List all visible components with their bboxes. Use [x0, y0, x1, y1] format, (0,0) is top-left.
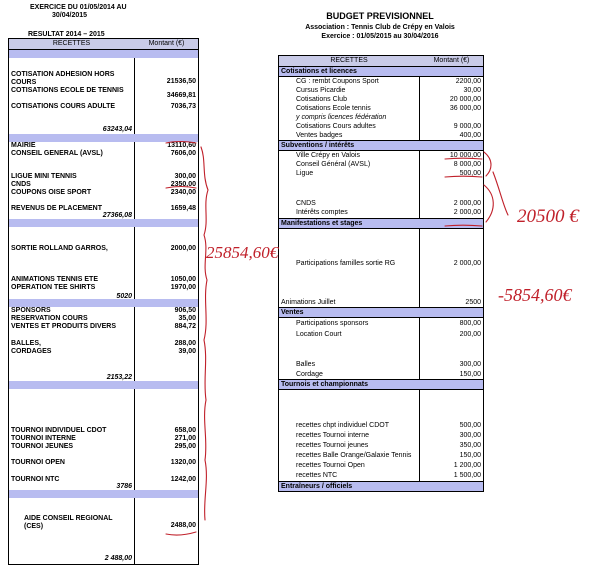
left-row-amount: 1242,00	[170, 476, 196, 483]
section-title: Manifestations et stages	[281, 220, 363, 227]
left-row-amount: 13110,60	[167, 142, 196, 149]
left-row-label: AIDE CONSEIL REGIONAL (CES)	[24, 515, 113, 530]
left-row-amount: 271,00	[174, 435, 196, 442]
left-row-amount: 2350,00	[170, 181, 196, 188]
right-row-amount: 9 000,00	[453, 123, 481, 130]
right-row-label: recettes Tournoi jeunes	[296, 442, 369, 449]
right-row-amount: 10 000,00	[449, 152, 481, 159]
left-row-amount: 7606,00	[170, 150, 196, 157]
left-row-amount: 906,50	[174, 307, 196, 314]
right-row-label: Animations Juillet	[281, 299, 336, 306]
left-subtotal: 2153,22	[106, 374, 132, 381]
left-row-amount: 35,00	[178, 315, 196, 322]
left-row-label: TOURNOI JEUNES	[11, 443, 74, 450]
left-row-amount: 1050,00	[170, 276, 196, 283]
left-row-label: CONSEIL GENERAL (AVSL)	[11, 150, 103, 157]
handwritten-right-total: 20500 €	[517, 206, 579, 227]
right-col-montant: Montant (€)	[433, 57, 470, 64]
left-row-label: COTISATION ADHESION HORS COURS	[11, 71, 115, 86]
section-title: Subventions / intérêts	[281, 142, 355, 149]
right-row-label: recettes NTC	[296, 472, 338, 479]
right-row-amount: 30,00	[463, 87, 481, 94]
right-row-amount: 150,00	[459, 452, 481, 459]
right-row-label: Cotisations Cours adultes	[296, 123, 376, 130]
left-row-label: SPONSORS	[11, 307, 51, 314]
left-result-title: RESULTAT 2014 – 2015	[28, 31, 105, 38]
left-row-label: TOURNOI NTC	[11, 476, 60, 483]
left-row-label: SORTIE ROLLAND GARROS,	[11, 245, 108, 252]
right-row-amount: 20 000,00	[449, 96, 481, 103]
right-row-label: Cotisations Ecole tennis	[296, 105, 371, 112]
right-association: Association : Tennis Club de Crépy en Valois	[305, 24, 455, 31]
left-row-label: COTISATIONS COURS ADULTE	[11, 103, 116, 110]
left-row-amount: 1970,00	[170, 284, 196, 291]
section-title: Tournois et championnats	[281, 381, 368, 388]
right-row-amount: 400,00	[459, 132, 481, 139]
left-row-amount: 884,72	[174, 323, 196, 330]
right-row-amount: 36 000,00	[449, 105, 481, 112]
right-row-label: Participations familles sortie RG	[296, 260, 396, 267]
left-row-amount: 2488,00	[170, 522, 196, 529]
left-row-label: TOURNOI OPEN	[11, 459, 65, 466]
left-row-label: RESERVATION COURS	[11, 315, 88, 322]
right-title: BUDGET PREVISIONNEL	[326, 11, 434, 21]
right-row-label: Intérêts comptes	[296, 209, 348, 216]
left-row-label: COTISATIONS ECOLE DE TENNIS	[11, 87, 124, 94]
right-row-amount: 2 000,00	[453, 260, 481, 267]
right-row-amount: 2200,00	[455, 78, 481, 85]
right-row-label: Ventes badges	[296, 132, 343, 139]
right-row-amount: 800,00	[459, 320, 481, 327]
right-row-label: recettes Tournoi Open	[296, 462, 365, 469]
left-row-label: CNDS	[11, 181, 31, 188]
right-row-amount: 150,00	[459, 371, 481, 378]
left-row-amount: 300,00	[174, 173, 196, 180]
right-row-amount: 300,00	[459, 432, 481, 439]
right-row-label: Cursus Picardie	[296, 87, 346, 94]
right-row-label: y compris licences fédération	[296, 114, 387, 121]
right-row-amount: 500,00	[459, 170, 481, 177]
right-row-label: Cordage	[296, 371, 323, 378]
left-row-amount: 21536,50	[166, 78, 196, 85]
left-row-amount: 1659,48	[170, 205, 196, 212]
left-row-label: REVENUS DE PLACEMENT	[11, 205, 103, 212]
right-row-label: Conseil Général (AVSL)	[296, 161, 371, 168]
right-row-label: CNDS	[296, 200, 316, 207]
left-row-amount: 2340,00	[170, 189, 196, 196]
right-row-amount: 350,00	[459, 442, 481, 449]
right-row-label: Participations sponsors	[296, 320, 369, 327]
right-row-label: CG : rembt Coupons Sport	[296, 78, 379, 85]
left-row-amount: 34669,81	[166, 92, 196, 99]
left-subtotal: 5020	[116, 293, 132, 300]
left-subtotal: 2 488,00	[104, 555, 132, 562]
left-row-label: COUPONS OISE SPORT	[11, 189, 92, 196]
right-row-label: Ligue	[296, 170, 314, 177]
left-subtotal: 63243,04	[102, 126, 132, 133]
right-row-label: recettes Balle Orange/Galaxie Tennis	[296, 452, 412, 459]
right-row-amount: 2 000,00	[453, 200, 481, 207]
right-row-label: recettes Tournoi interne	[296, 432, 370, 439]
right-row-label: recettes chpt individuel CDOT	[296, 422, 389, 429]
left-row-amount: 658,00	[174, 427, 196, 434]
right-row-label: Balles	[296, 361, 316, 368]
handwritten-right-difference: -5854,60€	[498, 285, 572, 305]
left-row-amount: 295,00	[174, 443, 196, 450]
right-row-amount: 1 500,00	[453, 472, 481, 479]
section-title: Entraîneurs / officiels	[281, 483, 353, 490]
left-subtotal: 27366,08	[102, 212, 132, 219]
left-row-label: CORDAGES	[11, 348, 52, 355]
left-row-label: OPERATION TEE SHIRTS	[11, 284, 96, 291]
left-col-recettes: RECETTES	[52, 40, 91, 47]
handwritten-left-difference: 25854,60€	[206, 243, 279, 262]
left-row-label: BALLES,	[11, 340, 41, 347]
left-subtotal: 3786	[116, 483, 132, 490]
right-row-amount: 2 000,00	[453, 209, 481, 216]
left-row-amount: 1320,00	[170, 459, 196, 466]
right-row-amount: 8 000,00	[453, 161, 481, 168]
left-row-amount: 7036,73	[170, 103, 196, 110]
right-row-amount: 500,00	[459, 422, 481, 429]
right-row-amount: 1 200,00	[453, 462, 481, 469]
left-row-label: ANIMATIONS TENNIS ETE	[11, 276, 98, 283]
right-row-amount: 300,00	[459, 361, 481, 368]
left-col-montant: Montant (€)	[148, 40, 185, 47]
left-title-line2: 30/04/2015	[52, 12, 88, 19]
right-row-label: Ville Crépy en Valois	[296, 152, 360, 159]
left-title-line1: EXERCICE DU 01/05/2014 AU	[30, 4, 127, 11]
section-title: Ventes	[281, 309, 304, 316]
left-row-amount: 288,00	[174, 340, 196, 347]
right-row-label: Location Court	[296, 331, 342, 338]
left-row-label: TOURNOI INDIVIDUEL CDOT	[11, 427, 107, 434]
left-row-amount: 2000,00	[170, 245, 196, 252]
left-row-label: LIGUE MINI TENNIS	[11, 173, 77, 180]
right-col-recettes: RECETTES	[330, 57, 368, 64]
right-exercice: Exercice : 01/05/2015 au 30/04/2016	[321, 33, 439, 40]
left-row-label: TOURNOI INTERNE	[11, 435, 76, 442]
left-row-amount: 39,00	[178, 348, 196, 355]
right-row-amount: 2500	[465, 299, 481, 306]
section-title: Cotisations et licences	[281, 68, 357, 75]
left-row-label: VENTES ET PRODUITS DIVERS	[11, 323, 117, 330]
right-row-label: Cotisations Club	[296, 96, 347, 103]
left-row-label: MAIRIE	[11, 142, 36, 149]
right-row-amount: 200,00	[459, 331, 481, 338]
